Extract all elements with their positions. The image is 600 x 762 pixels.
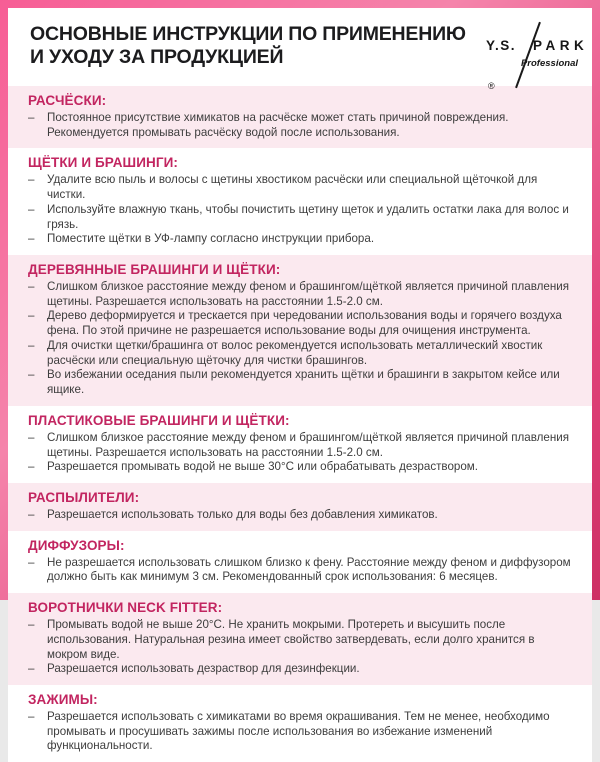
bullet-dash: – xyxy=(28,280,35,294)
section-sprayers xyxy=(8,483,592,531)
bullet-dash: – xyxy=(28,618,35,632)
registered-trademark-icon: ® xyxy=(488,81,495,91)
list-item xyxy=(28,111,574,140)
bullet-dash: – xyxy=(28,202,35,216)
bullet-dash: – xyxy=(28,338,35,352)
logo-ys-text: Y.S. xyxy=(486,38,517,53)
section-title: ЗАЖИМЫ: xyxy=(28,691,98,707)
list-item xyxy=(28,460,574,475)
title-line-1: ОСНОВНЫЕ ИНСТРУКЦИИ ПО ПРИМЕНЕНИЮ xyxy=(30,23,466,45)
list-item-text: Слишком близкое расстояние между феном и брашингом/щёткой является причиной плавления щетины. Разрешается использовать на расстоянии 1.5-2.0 см. xyxy=(47,430,569,459)
list-item xyxy=(28,339,574,368)
logo-park-text: PARK xyxy=(533,38,589,53)
section-title: РАСЧЁСКИ: xyxy=(28,93,107,108)
page-title xyxy=(30,23,466,69)
list-item-text: Поместите щётки в УФ-лампу согласно инструкции прибора. xyxy=(47,232,375,246)
header xyxy=(8,8,592,91)
content-area xyxy=(8,8,592,753)
list-item xyxy=(28,203,574,232)
list-item-text: Не разрешается использовать слишком близко к фену. Расстояние между феном и диффузором должно быть как минимум 3 см. Рекомендованный срок использования: 6 месяцев. xyxy=(47,555,571,584)
list-item-text: Разрешается использовать с химикатами во время окрашивания. Тем не менее, необходимо промывать и просушивать зажимы после использования во избежание изменений функциональности. xyxy=(47,709,550,753)
section-title: ВОРОТНИЧКИ NECK FITTER: xyxy=(28,600,223,616)
list-item xyxy=(28,618,574,662)
section-plastic-brushes xyxy=(8,406,592,483)
bullet-dash: – xyxy=(28,430,35,444)
bullet-dash: – xyxy=(28,460,35,474)
section-brushes-and-brushings xyxy=(8,148,592,255)
logo-slash-icon xyxy=(515,22,541,88)
section-title: ПЛАСТИКОВЫЕ БРАШИНГИ И ЩЁТКИ: xyxy=(28,412,290,428)
list-item xyxy=(28,431,574,460)
list-item xyxy=(28,662,574,677)
section-clips xyxy=(8,685,592,762)
section-title: ДЕРЕВЯННЫЕ БРАШИНГИ И ЩЁТКИ: xyxy=(28,262,281,278)
section-title: РАСПЫЛИТЕЛИ: xyxy=(28,489,140,505)
list-item xyxy=(28,309,574,338)
list-item xyxy=(28,173,574,202)
list-item xyxy=(28,556,574,585)
title-line-2: И УХОДУ ЗА ПРОДУКЦИЕЙ xyxy=(30,45,284,68)
bullet-dash: – xyxy=(28,709,35,723)
section-neck-fitter xyxy=(8,593,592,685)
section-title: ЩЁТКИ И БРАШИНГИ: xyxy=(28,155,179,171)
list-item-text: Постоянное присутствие химикатов на расчёске может стать причиной повреждения. Рекомендуется промывать расчёску водой после использования. xyxy=(47,111,509,139)
list-item-text: Слишком близкое расстояние между феном и брашингом/щёткой является причиной плавления щетины. Разрешается использовать на расстоянии 1.5-2.0 см. xyxy=(47,280,569,308)
bullet-dash: – xyxy=(28,232,35,246)
list-item-text: Используйте влажную ткань, чтобы почистить щетину щеток и удалить остатки лака для волос и грязь. xyxy=(47,202,569,231)
bullet-dash: – xyxy=(28,309,35,323)
list-item xyxy=(28,508,574,523)
bullet-dash: – xyxy=(28,173,35,187)
bullet-dash: – xyxy=(28,555,35,569)
bullet-dash: – xyxy=(28,507,35,521)
list-item-text: Разрешается использовать дезраствор для дезинфекции. xyxy=(47,662,360,676)
list-item-text: Промывать водой не выше 20°C. Не хранить мокрыми. Протереть и высушить после использования. Натуральная резина имеет свойство затвердевать, если долго хранится в мокром виде. xyxy=(47,618,535,661)
bullet-dash: – xyxy=(28,368,35,382)
section-wooden-brushes xyxy=(8,255,592,406)
list-item-text: Разрешается промывать водой не выше 30°C или обрабатывать дезраствором. xyxy=(47,460,478,474)
list-item xyxy=(28,232,574,247)
list-item xyxy=(28,710,574,754)
list-item xyxy=(28,368,574,397)
list-item xyxy=(28,280,574,309)
list-item-text: Дерево деформируется и трескается при чередовании использования воды и горячего воздуха фена. По этой причине не разрешается использование воды для очищения инструмента. xyxy=(47,309,562,338)
bullet-dash: – xyxy=(28,662,35,676)
list-item-text: Во избежании оседания пыли рекомендуется хранить щётки и брашинги в закрытом кейсе или ящике. xyxy=(47,368,560,397)
section-combs xyxy=(8,86,592,148)
bullet-dash: – xyxy=(28,111,35,124)
ys-park-logo xyxy=(484,27,589,91)
list-item-text: Разрешается использовать только для воды без добавления химикатов. xyxy=(47,507,438,521)
logo-professional-text: Professional xyxy=(520,58,578,69)
list-item-text: Для очистки щетки/брашинга от волос рекомендуется использовать металлический хвостик расчёски или специальную щёточку для чистки брашингов. xyxy=(47,338,543,367)
section-diffusers xyxy=(8,531,592,593)
section-title: ДИФФУЗОРЫ: xyxy=(28,537,125,553)
list-item-text: Удалите всю пыль и волосы с щетины хвостиком расчёски или специальной щёточкой для чистки. xyxy=(47,173,538,202)
